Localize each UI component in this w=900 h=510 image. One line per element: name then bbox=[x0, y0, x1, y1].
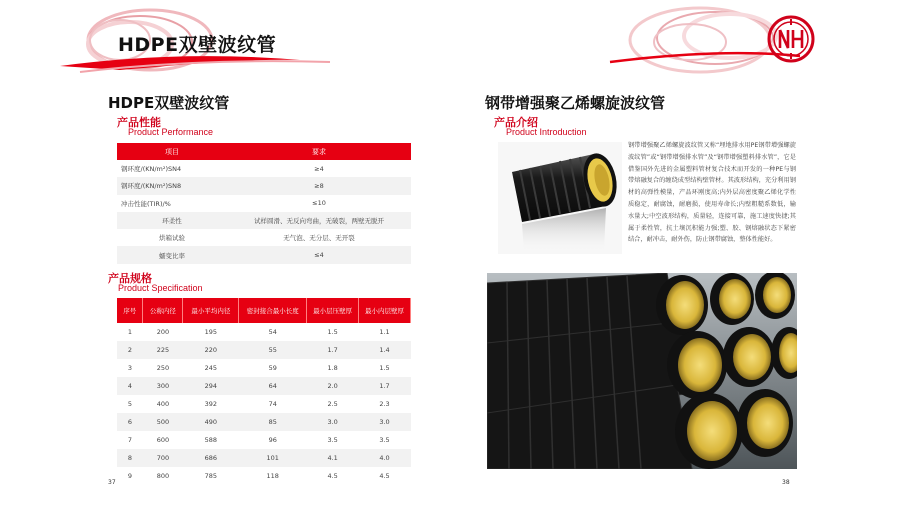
table-cell: 1.8 bbox=[307, 359, 359, 377]
table-cell: 3.0 bbox=[307, 413, 359, 431]
spec-table-body bbox=[117, 323, 411, 485]
company-logo-icon bbox=[766, 14, 816, 64]
table-cell: 4.1 bbox=[307, 449, 359, 467]
table-cell: 195 bbox=[183, 323, 239, 341]
table-cell: ≤4 bbox=[227, 246, 411, 263]
table-cell: 3.0 bbox=[359, 413, 411, 431]
table-cell: 1.5 bbox=[359, 359, 411, 377]
table-cell: 试样圆滑、无反向弯曲，无破裂，两壁无脱开 bbox=[227, 212, 411, 229]
table-cell: 55 bbox=[239, 341, 307, 359]
table-row bbox=[117, 377, 411, 395]
spec-table bbox=[117, 298, 411, 485]
table-cell: 2 bbox=[117, 341, 143, 359]
banner-title: HDPE双壁波纹管 bbox=[118, 34, 277, 56]
table-row bbox=[117, 229, 411, 246]
table-cell: 钢环度/(KN/m²)SN8 bbox=[117, 177, 227, 194]
performance-table bbox=[117, 143, 411, 264]
table-row bbox=[117, 177, 411, 194]
table-row bbox=[117, 395, 411, 413]
table-cell: 蠕变比率 bbox=[117, 246, 227, 263]
table-cell: 300 bbox=[143, 377, 183, 395]
left-page-heading: HDPE双壁波纹管 bbox=[108, 94, 230, 112]
spec-subtitle: Product Specification bbox=[118, 283, 203, 293]
table-cell: 392 bbox=[183, 395, 239, 413]
spec-header: 最小层压壁厚 bbox=[307, 298, 359, 323]
table-cell: 490 bbox=[183, 413, 239, 431]
performance-title: 产品性能 bbox=[117, 116, 161, 129]
table-cell: 3.5 bbox=[359, 431, 411, 449]
table-cell: ≥8 bbox=[227, 177, 411, 194]
table-cell: 59 bbox=[239, 359, 307, 377]
table-cell: 2.0 bbox=[307, 377, 359, 395]
pipe-product-image bbox=[498, 142, 622, 254]
table-cell: 9 bbox=[117, 467, 143, 485]
intro-text: 钢带增强聚乙烯螺旋波纹管又称“埋地排水用PE钢带增强螺旋波纹管”或“钢带增强排水管”及“钢带增强塑料排水管”，它是借鉴国外先进的金属塑料管材复合技术而开发的一种PE与钢带熔融复合的缠绕成型结构壁管材。其波形结构，充分利用钢材的高弹性模量，产品环刚度高;内外层高密度聚乙烯化学性质稳定，耐腐蚀，耐磨损，使用寿命长;内壁粗糙系数低，输水量大;中空波形结构，质量轻，连接可靠，施工速度快捷;其属于柔性管，抗土壤沉积能力强;塑、胶、钢熔融状态下紧密结合，耐冲击，耐外伤，防止钢带腐蚀，整体性能好。 bbox=[628, 142, 796, 244]
performance-header-requirement: 要求 bbox=[227, 143, 411, 160]
table-cell: 4 bbox=[117, 377, 143, 395]
table-cell: 600 bbox=[143, 431, 183, 449]
table-cell: 400 bbox=[143, 395, 183, 413]
table-cell: 101 bbox=[239, 449, 307, 467]
spec-header: 最小内层壁厚 bbox=[359, 298, 411, 323]
spec-header: 公称内径 bbox=[143, 298, 183, 323]
table-cell: 冲击性能(TIR)/% bbox=[117, 195, 227, 212]
table-cell: 294 bbox=[183, 377, 239, 395]
table-cell: 1 bbox=[117, 323, 143, 341]
table-cell: 环柔性 bbox=[117, 212, 227, 229]
table-cell: 700 bbox=[143, 449, 183, 467]
table-row bbox=[117, 246, 411, 263]
table-cell: 74 bbox=[239, 395, 307, 413]
table-cell: 96 bbox=[239, 431, 307, 449]
intro-title: 产品介绍 bbox=[494, 116, 538, 129]
table-row bbox=[117, 449, 411, 467]
table-cell: 5 bbox=[117, 395, 143, 413]
table-cell: ≤10 bbox=[227, 195, 411, 212]
pipes-stack-photo bbox=[487, 273, 797, 469]
table-cell: 200 bbox=[143, 323, 183, 341]
table-cell: 64 bbox=[239, 377, 307, 395]
table-row bbox=[117, 195, 411, 212]
table-row bbox=[117, 467, 411, 485]
table-cell: 1.1 bbox=[359, 323, 411, 341]
table-cell: 8 bbox=[117, 449, 143, 467]
table-cell: 烘箱试验 bbox=[117, 229, 227, 246]
table-cell: 500 bbox=[143, 413, 183, 431]
page-number-left: 37 bbox=[108, 479, 116, 486]
spec-header: 最小平均内径 bbox=[183, 298, 239, 323]
performance-subtitle: Product Performance bbox=[128, 127, 214, 137]
table-cell: 钢环度/(KN/m²)SN4 bbox=[117, 160, 227, 177]
table-cell: 3 bbox=[117, 359, 143, 377]
table-cell: 118 bbox=[239, 467, 307, 485]
spec-header: 密封接合最小长度 bbox=[239, 298, 307, 323]
table-row bbox=[117, 212, 411, 229]
table-cell: 785 bbox=[183, 467, 239, 485]
table-cell: 800 bbox=[143, 467, 183, 485]
table-cell: 无气泡、无分层、无开裂 bbox=[227, 229, 411, 246]
table-row bbox=[117, 323, 411, 341]
table-row bbox=[117, 359, 411, 377]
table-cell: 85 bbox=[239, 413, 307, 431]
table-row bbox=[117, 413, 411, 431]
table-row bbox=[117, 341, 411, 359]
page-number-right: 38 bbox=[782, 479, 790, 486]
table-cell: 4.5 bbox=[307, 467, 359, 485]
table-cell: 220 bbox=[183, 341, 239, 359]
table-cell: 245 bbox=[183, 359, 239, 377]
intro-subtitle: Product Introduction bbox=[506, 127, 587, 137]
table-cell: ≥4 bbox=[227, 160, 411, 177]
performance-header-item: 项目 bbox=[117, 143, 227, 160]
table-cell: 54 bbox=[239, 323, 307, 341]
table-cell: 225 bbox=[143, 341, 183, 359]
table-row bbox=[117, 431, 411, 449]
table-cell: 4.5 bbox=[359, 467, 411, 485]
table-cell: 7 bbox=[117, 431, 143, 449]
table-cell: 1.7 bbox=[359, 377, 411, 395]
right-page-heading: 钢带增强聚乙烯螺旋波纹管 bbox=[485, 94, 666, 112]
spec-title: 产品规格 bbox=[108, 272, 152, 285]
table-cell: 3.5 bbox=[307, 431, 359, 449]
table-cell: 686 bbox=[183, 449, 239, 467]
table-cell: 588 bbox=[183, 431, 239, 449]
table-cell: 4.0 bbox=[359, 449, 411, 467]
table-cell: 2.3 bbox=[359, 395, 411, 413]
table-cell: 6 bbox=[117, 413, 143, 431]
spec-header: 序号 bbox=[117, 298, 143, 323]
table-cell: 2.5 bbox=[307, 395, 359, 413]
table-cell: 1.7 bbox=[307, 341, 359, 359]
table-cell: 1.4 bbox=[359, 341, 411, 359]
table-cell: 250 bbox=[143, 359, 183, 377]
table-row bbox=[117, 160, 411, 177]
table-cell: 1.5 bbox=[307, 323, 359, 341]
